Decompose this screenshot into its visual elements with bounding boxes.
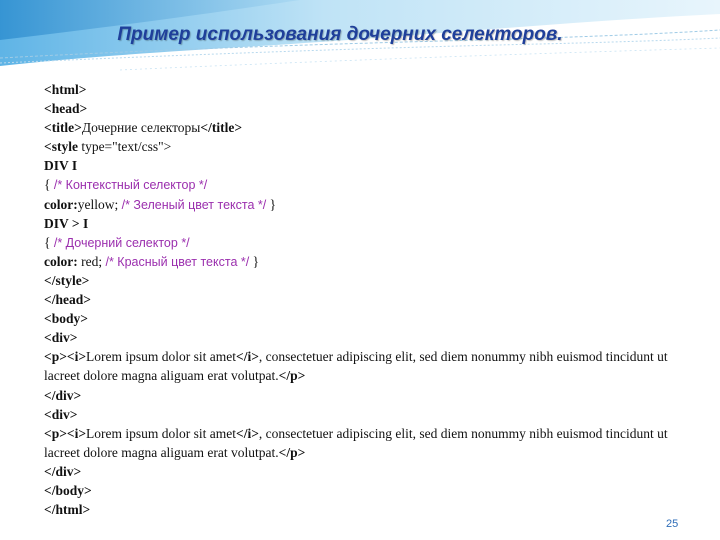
code-text: } xyxy=(249,253,260,269)
code-line xyxy=(44,156,684,175)
css-selector: DIV > I xyxy=(44,215,89,231)
html-tag: <div> xyxy=(44,406,78,422)
code-text: , consectetuer adipiscing elit, sed diem nonummy nibh euismod tincidunt ut lacreet dolore magna aliguam erat volutpat. xyxy=(44,349,668,384)
code-text: type="text/css"> xyxy=(77,139,172,155)
code-line xyxy=(44,500,684,519)
code-text: } xyxy=(266,196,277,212)
css-comment: /* Дочерний селектор */ xyxy=(53,235,190,250)
html-tag: </i> xyxy=(236,349,259,365)
html-tag: </i> xyxy=(236,425,259,441)
css-comment: /* Красный цвет текста */ xyxy=(105,254,250,269)
code-text: Дочерние селекторы xyxy=(81,120,201,136)
slide-title: Пример использования дочерних селекторов. xyxy=(117,24,563,45)
code-text: { xyxy=(44,177,54,193)
html-tag: </title> xyxy=(200,120,243,136)
code-line xyxy=(44,328,684,347)
css-property: color: xyxy=(44,196,78,212)
html-tag: </body> xyxy=(44,482,92,498)
css-comment: /* Зеленый цвет текста */ xyxy=(121,197,267,212)
code-line xyxy=(44,118,684,137)
code-line xyxy=(44,233,684,252)
html-tag: <p><i> xyxy=(44,425,87,441)
html-tag: </div> xyxy=(44,387,82,403)
code-line xyxy=(44,347,684,385)
html-tag: <style xyxy=(44,139,78,155)
code-text: , consectetuer adipiscing elit, sed diem nonummy nibh euismod tincidunt ut lacreet dolore magna aliguam erat volutpat. xyxy=(44,425,668,460)
code-text: yellow; xyxy=(77,196,122,212)
code-line xyxy=(44,462,684,481)
html-tag: <div> xyxy=(44,330,78,346)
html-tag: </html> xyxy=(44,502,91,518)
html-tag: </style> xyxy=(44,272,90,288)
code-line xyxy=(44,214,684,233)
html-tag: <html> xyxy=(44,82,87,97)
html-tag: <body> xyxy=(44,311,88,327)
html-tag: </head> xyxy=(44,292,91,308)
code-text: Lorem ipsum dolor sit amet xyxy=(86,425,237,441)
code-line xyxy=(44,137,684,156)
html-tag: <title> xyxy=(44,120,82,136)
code-line xyxy=(44,290,684,309)
code-line xyxy=(44,386,684,405)
code-line xyxy=(44,271,684,290)
html-tag: </p> xyxy=(278,444,306,460)
code-line xyxy=(44,175,684,194)
html-tag: <head> xyxy=(44,101,88,117)
code-listing xyxy=(44,80,684,519)
css-comment: /* Контекстный селектор */ xyxy=(53,178,208,193)
code-text: red; xyxy=(77,253,106,269)
code-line xyxy=(44,481,684,500)
css-property: color: xyxy=(44,253,78,269)
code-line xyxy=(44,80,684,99)
html-tag: <p><i> xyxy=(44,349,87,365)
code-line xyxy=(44,99,684,118)
html-tag: </div> xyxy=(44,463,82,479)
page-number: 25 xyxy=(666,518,679,530)
code-line xyxy=(44,424,684,462)
code-line xyxy=(44,195,684,214)
html-tag: </p> xyxy=(278,368,306,384)
code-line xyxy=(44,252,684,271)
code-line xyxy=(44,309,684,328)
code-text: Lorem ipsum dolor sit amet xyxy=(86,349,237,365)
css-selector: DIV I xyxy=(44,158,78,174)
code-line xyxy=(44,405,684,424)
code-text: { xyxy=(44,234,54,250)
